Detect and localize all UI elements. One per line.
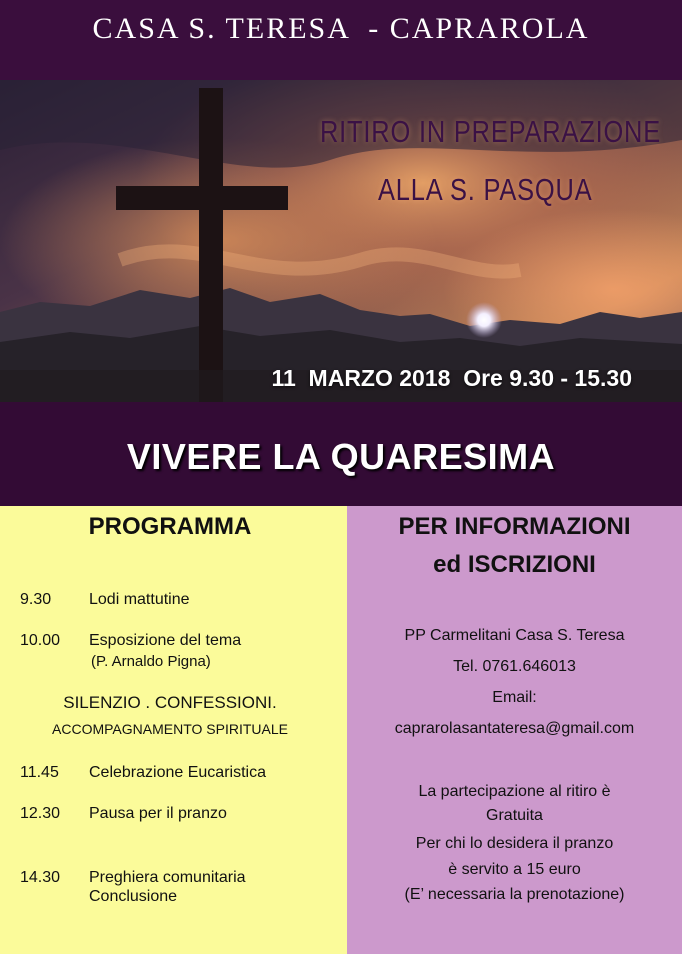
program-panel (0, 506, 347, 954)
schedule-activity: Pausa per il pranzo (89, 805, 227, 822)
retreat-title-line2: ALLA S. PASQUA (378, 172, 593, 207)
retreat-title-line1: RITIRO IN PREPARAZIONE (320, 114, 662, 149)
theme-band (0, 402, 682, 506)
header-banner (0, 0, 682, 80)
spiritual-guidance-line: ACCOMPAGNAMENTO SPIRITUALE (52, 721, 288, 737)
theme-title: VIVERE LA QUARESIMA (126, 436, 556, 477)
schedule-time: 14.30 (20, 869, 61, 886)
note-line: La partecipazione al ritiro è (418, 783, 611, 800)
contact-phone: Tel. 0761.646013 (453, 658, 576, 675)
schedule-time: 9.30 (20, 591, 52, 608)
schedule-time: 10.00 (20, 632, 61, 649)
info-heading-line2: ed ISCRIZIONI (433, 551, 596, 578)
note-line: (E’ necessaria la prenotazione) (404, 886, 625, 903)
note-line: è servito a 15 euro (448, 861, 581, 878)
header-title: CASA S. TERESA - CAPRAROLA (92, 12, 590, 45)
schedule-activity: Esposizione del tema (89, 632, 242, 649)
email-label: Email: (492, 689, 537, 706)
silence-line: SILENZIO . CONFESSIONI. (63, 693, 277, 712)
info-panel (347, 506, 682, 954)
hero-image (0, 80, 682, 402)
schedule-speaker: (P. Arnaldo Pigna) (91, 653, 211, 670)
contact-name: PP Carmelitani Casa S. Teresa (404, 627, 625, 644)
program-heading: PROGRAMMA (88, 513, 252, 540)
email-address: caprarolasantateresa@gmail.com (394, 720, 635, 737)
info-heading-line1: PER INFORMAZIONI (398, 513, 631, 540)
schedule-activity: Preghiera comunitaria (89, 869, 246, 886)
schedule-activity-sub: Conclusione (89, 888, 178, 905)
event-date: 11 MARZO 2018 Ore 9.30 - 15.30 (271, 365, 632, 391)
schedule-time: 11.45 (20, 764, 59, 781)
note-line: Gratuita (486, 807, 543, 824)
schedule-time: 12.30 (20, 805, 61, 822)
schedule-activity: Celebrazione Eucaristica (89, 764, 266, 781)
note-line: Per chi lo desidera il pranzo (415, 835, 614, 852)
schedule-activity: Lodi mattutine (89, 591, 190, 608)
